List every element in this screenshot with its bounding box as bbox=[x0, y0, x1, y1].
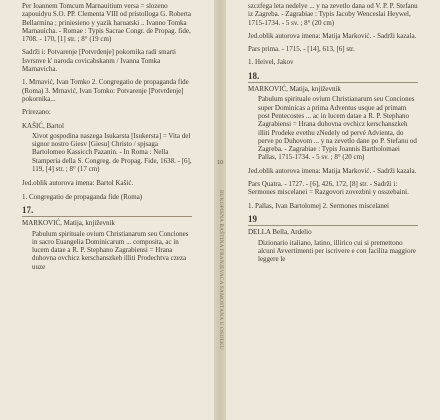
bound-with-author: KAŠIĆ, Bartol bbox=[22, 121, 64, 130]
bound-with-name-form: Jed.oblik autorova imena: Bartol Kašić. bbox=[22, 179, 134, 188]
entry17-name-form: Jed.oblik autorova imena: Matija Marković. - Sadrži kazala. bbox=[248, 31, 417, 40]
bound-with-subjects: 1. Congregatio de propaganda fide (Roma) bbox=[22, 192, 143, 201]
entry17-volume: Pars prima. - 1715. - [14], 613, [6] str. bbox=[248, 45, 355, 54]
entry17-heading: MARKOVIĆ, Matija, književnik bbox=[22, 219, 115, 228]
entry-divider bbox=[22, 216, 192, 217]
entry17-continuation: szczfega leta nedelye ... y na zevetlo dana od V. P. P. Stefanu iz Zagreba. - Zagrabiae : Typis Jacoby Wenceslai Heywel, 1715-1734. - 5 sv. ; 8° (20 cm) bbox=[248, 2, 418, 27]
entry18-volume: Pars Quatra. - 1727. - [6], 426, 172, [8] str. - Sadrži i: Sermones miscelanei = Razgovori zovezbni y osszebaini. bbox=[248, 180, 409, 197]
entry-number-17: 17. bbox=[22, 204, 34, 215]
entry17-subjects: 1. Heivel, Jakov bbox=[248, 58, 294, 67]
entry19-heading: DELLA Bella, Ardelio bbox=[248, 228, 312, 237]
bound-with-record bbox=[22, 122, 192, 174]
entry16-subjects: 1. Mrnavić, Ivan Tomko 2. Congregatio de propaganda fide (Roma) 3. Mrnavić, Ivan Tomko: Potvarenje [Potvrđenje] pokornika... bbox=[22, 78, 189, 103]
entry18-name-form: Jed.oblik autorova imena: Matija Marković. - Sadrži kazala. bbox=[248, 166, 417, 175]
entry16-description: Per Ioannem Tomcum Marnauitium versa = slozeno zapouidyu S.O. PP. Clementa VIII od pristolloga G. Roberta Bellarmina ; priniesieno y yazik haruatski .. Ivanno Tomka Marnauicha. - Romae : Typis Sacrae Congr. de Propag. fide, 1708. - 170, [1] str. ; 8° (19 cm) bbox=[22, 2, 192, 44]
entry17-description: Pabulum spirituale ovium Christianarum seu Conciones in sacro Euangelia Dominicarum ... composita, ac in lucem datae a R. P. Stephano Zagrabiensi = Hrana duhovna ovchicz kerschanszkeh illiti Prodechtva czeza uuze bbox=[32, 229, 189, 271]
entry18-subjects: 1. Pallas, Ivan Bartolomej 2. Sermones miscelanei bbox=[248, 201, 389, 210]
entry19-description: Dizionario italiano, latino, illirico cui si premettono alcuni Avvertimenti per iscrivere e con facilita maggiore leggere le bbox=[258, 238, 416, 264]
right-column bbox=[248, 2, 418, 268]
entry-number-19: 19 bbox=[248, 213, 257, 224]
entry18-description: Pabulum spirituale ovium Christianarum seu Conciones super Dominicas a prima Adventus usque ad primam post Pentecostes ... ac in lucem datae a R. P. Stephano Zagrabiensi = Hrana duhovna ovchicz kerschanszkeh illiti Prodeke evethu zNedely od pervé Advienta, do perve po Duhovom ... y na zevetlo dane po P. Stefanu od Zagreba. - Zagrabiae : Typis Joannis Bartholomaei Pallas, 1715-1734. - 5 sv. ; 8° (20 cm) bbox=[258, 95, 417, 162]
entry18-heading: MARKOVIĆ, Matija, književnik bbox=[248, 85, 341, 94]
entry-divider bbox=[248, 225, 418, 226]
left-column bbox=[22, 2, 192, 276]
bound-with-label: Prirezano: bbox=[22, 108, 51, 117]
entry-divider bbox=[248, 82, 418, 83]
entry16-contents-note: Sadrži i: Potvarenje [Potvrđenje] pokornika radi smarti Isvrsnve k' naroda covicabskanm / Ivanna Tomka Marnavicha. bbox=[22, 48, 176, 74]
page-number: 10 bbox=[217, 160, 223, 166]
running-head: RUKOPISNA BAŠTINA FRANJEVACA SAMOSTANA U OSIJEKU bbox=[218, 190, 224, 350]
bound-with-description: Xivot gospodina naszega Isukarsta [Isukersta] = Vita del signor nostro Giesv [Giesu] Christo / spjsaga Bartolomeo Kassicch Pazanin. - In Roma : Nella Stamperia della S. Congreg. de Propag. Fide, 1638. - [6], 119, [4] str. ; 8° (17 cm) bbox=[32, 131, 192, 174]
entry-number-18: 18. bbox=[248, 70, 260, 81]
